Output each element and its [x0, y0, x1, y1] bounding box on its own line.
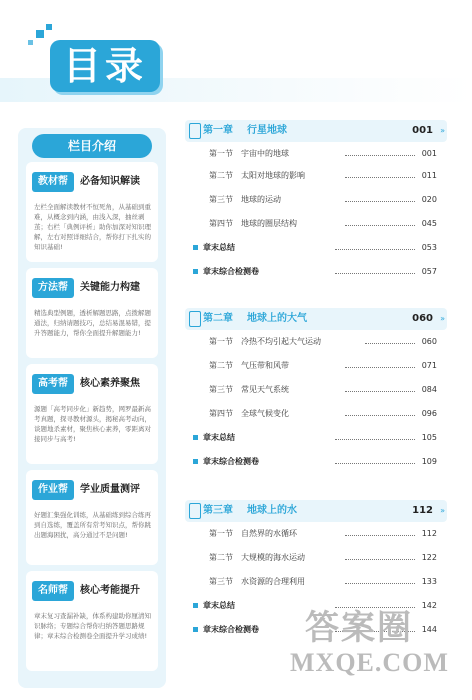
section-page: 122 [421, 553, 437, 562]
leader-dots [345, 415, 415, 416]
section-page: 045 [421, 219, 437, 228]
toc-summary-entry[interactable] [185, 430, 447, 446]
bullet-icon [193, 245, 198, 250]
title-box [50, 40, 160, 92]
toc-entry[interactable] [185, 168, 447, 184]
bullet-icon [193, 627, 198, 632]
summary-name: 章末综合检测卷 [203, 625, 259, 634]
section-number: 第二节 [209, 361, 233, 370]
chapter-name: 地球上的大气 [247, 313, 307, 324]
double-chevron-icon: » [440, 506, 445, 515]
section-name: 太阳对地球的影响 [241, 171, 305, 180]
decor-square [28, 40, 33, 45]
sidebar-card [26, 268, 158, 358]
book-icon [189, 311, 201, 327]
book-icon [189, 123, 201, 139]
sidebar [18, 128, 166, 688]
chapter-heading[interactable] [185, 120, 447, 142]
sidebar-title: 栏目介绍 [32, 134, 152, 158]
leader-dots [365, 343, 415, 344]
chapter-heading[interactable] [185, 500, 447, 522]
double-chevron-icon: » [440, 314, 445, 323]
leader-dots [345, 155, 415, 156]
section-number: 第一节 [209, 149, 233, 158]
section-name: 宇宙中的地球 [241, 149, 289, 158]
leader-dots [335, 273, 415, 274]
summary-page: 105 [421, 433, 437, 442]
section-name: 全球气候变化 [241, 409, 289, 418]
card-tag: 高考帮 [32, 374, 74, 394]
leader-dots [335, 249, 415, 250]
page-title: 目录 [62, 44, 147, 88]
decor-square [46, 24, 52, 30]
section-name: 常见天气系统 [241, 385, 289, 394]
leader-dots [345, 391, 415, 392]
leader-dots [345, 583, 415, 584]
leader-dots [345, 559, 415, 560]
section-name: 地球的运动 [241, 195, 281, 204]
summary-page: 053 [421, 243, 437, 252]
section-page: 020 [421, 195, 437, 204]
card-description: 左栏全面解读教材不恒死角，从基础到重难，从概念到内涵，由浅入深，抽丝剥茧；右栏「典例评析」助你加深对知识理解，左右对照详细结合，帮你打下扎实的知识基础! [34, 203, 151, 251]
toc-entry[interactable] [185, 574, 447, 590]
card-heading: 关键能力构建 [80, 282, 140, 293]
card-heading: 必备知识解读 [80, 176, 140, 187]
card-tag: 方法帮 [32, 278, 74, 298]
chapter-name: 行星地球 [247, 125, 287, 136]
chapter-number: 第一章 [203, 125, 233, 136]
leader-dots [345, 201, 415, 202]
leader-dots [335, 463, 415, 464]
section-page: 001 [421, 149, 437, 158]
toc-entry[interactable] [185, 216, 447, 232]
leader-dots [345, 535, 415, 536]
bullet-icon [193, 459, 198, 464]
summary-page: 142 [421, 601, 437, 610]
toc-entry[interactable] [185, 146, 447, 162]
toc-summary-entry[interactable] [185, 454, 447, 470]
section-name: 水资源的合理利用 [241, 577, 305, 586]
card-heading: 核心素养聚焦 [80, 378, 140, 389]
section-page: 133 [421, 577, 437, 586]
section-number: 第三节 [209, 195, 233, 204]
summary-name: 章末综合检测卷 [203, 457, 259, 466]
chapter-name: 地球上的水 [247, 505, 297, 516]
chapter-page: 060 [412, 313, 433, 324]
leader-dots [345, 225, 415, 226]
section-number: 第三节 [209, 577, 233, 586]
section-name: 地球的圈层结构 [241, 219, 297, 228]
section-name: 气压带和风带 [241, 361, 289, 370]
leader-dots [345, 367, 415, 368]
summary-name: 章末综合检测卷 [203, 267, 259, 276]
decor-square [36, 30, 44, 38]
leader-dots [335, 439, 415, 440]
bullet-icon [193, 269, 198, 274]
toc-summary-entry[interactable] [185, 240, 447, 256]
toc-entry[interactable] [185, 382, 447, 398]
chapter-number: 第二章 [203, 313, 233, 324]
card-tag: 作业帮 [32, 480, 74, 500]
section-name: 大规模的海水运动 [241, 553, 305, 562]
toc-entry[interactable] [185, 526, 447, 542]
section-page: 071 [421, 361, 437, 370]
toc-entry[interactable] [185, 406, 447, 422]
toc-entry[interactable] [185, 334, 447, 350]
card-description: 精选典型例题，透析解题思路，点拨解题通法，归纳请题技巧，总结易混易错，提升答题能力，帮你全面提升解题能力! [34, 309, 151, 337]
section-number: 第一节 [209, 337, 233, 346]
chapter-page: 001 [412, 125, 433, 136]
section-number: 第二节 [209, 171, 233, 180]
chapter-page: 112 [412, 505, 433, 516]
section-page: 096 [421, 409, 437, 418]
section-name: 冷热不均引起大气运动 [241, 337, 321, 346]
sidebar-card [26, 571, 158, 671]
summary-page: 144 [421, 625, 437, 634]
toc-entry[interactable] [185, 192, 447, 208]
summary-page: 109 [421, 457, 437, 466]
section-number: 第四节 [209, 409, 233, 418]
card-tag: 教材帮 [32, 172, 74, 192]
toc-entry[interactable] [185, 550, 447, 566]
summary-name: 章末总结 [203, 243, 235, 252]
card-tag: 名师帮 [32, 581, 74, 601]
summary-page: 057 [421, 267, 437, 276]
card-description: 章末复习查漏补缺，体系构建助你厘清知识脉络；专题综合帮你归纳答题思路规律；章末综合检测卷全面提升学习成绩! [34, 612, 151, 640]
double-chevron-icon: » [440, 126, 445, 135]
section-number: 第三节 [209, 385, 233, 394]
section-number: 第四节 [209, 219, 233, 228]
watermark-url: MXQE.COM [290, 648, 449, 677]
section-page: 011 [421, 171, 437, 180]
header [0, 0, 472, 110]
card-heading: 学业质量测评 [80, 484, 140, 495]
card-heading: 核心考能提升 [80, 585, 140, 596]
chapter-heading[interactable] [185, 308, 447, 330]
section-number: 第一节 [209, 529, 233, 538]
section-name: 自然界的水循环 [241, 529, 297, 538]
sidebar-card [26, 162, 158, 262]
book-icon [189, 503, 201, 519]
summary-name: 章末总结 [203, 601, 235, 610]
sidebar-card [26, 470, 158, 565]
leader-dots [345, 177, 415, 178]
section-page: 084 [421, 385, 437, 394]
bullet-icon [193, 603, 198, 608]
sidebar-card [26, 364, 158, 464]
card-description: 源题「高考同步化」新趋势，网罗最新高考真题，探寻教材源头，揭秘高考动向，谈题地杀素材，聚焦核心素养，零距离对接同步与高考! [34, 405, 151, 443]
bullet-icon [193, 435, 198, 440]
summary-name: 章末总结 [203, 433, 235, 442]
section-number: 第二节 [209, 553, 233, 562]
section-page: 112 [421, 529, 437, 538]
toc-summary-entry[interactable] [185, 264, 447, 280]
chapter-number: 第三章 [203, 505, 233, 516]
toc-entry[interactable] [185, 358, 447, 374]
section-page: 060 [421, 337, 437, 346]
watermark-text: 答案圈 [305, 610, 413, 647]
card-description: 好题汇集强化训练，从基础练到综合练再到自选练，覆盖所有常考知识点，帮你跳出题海困扰，高分通过不是问题! [34, 511, 151, 539]
